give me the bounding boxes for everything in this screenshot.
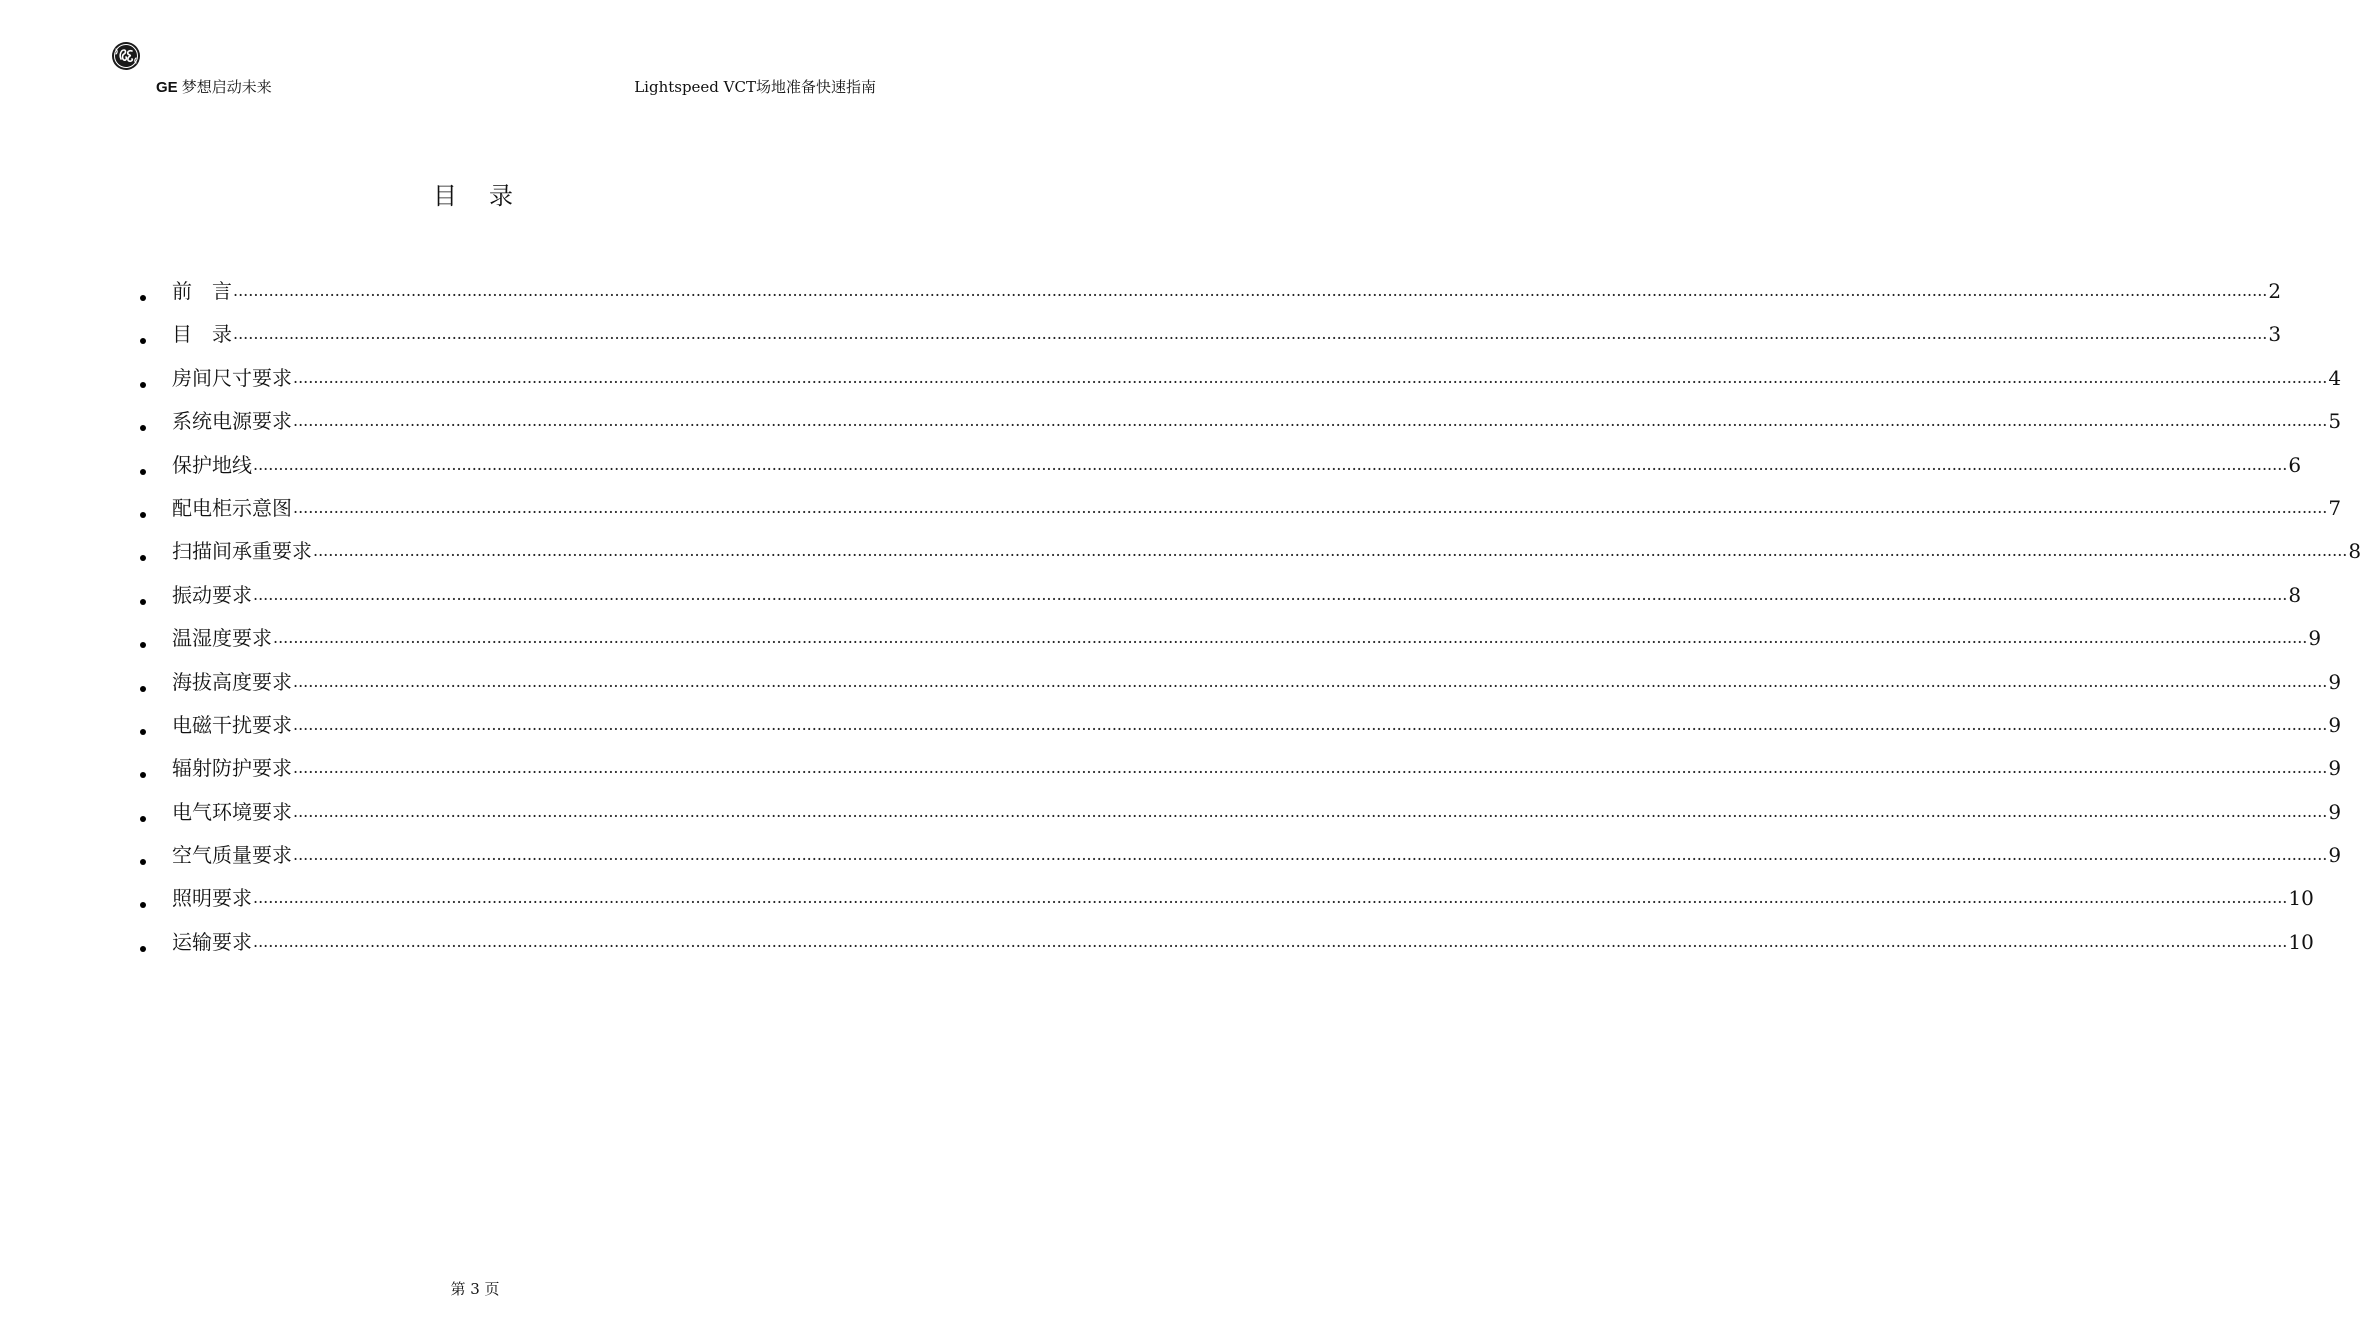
toc-entry[interactable] [140,581,2302,624]
toc-entry[interactable] [140,668,2342,711]
toc-entry-label: 照明要求 [172,886,252,911]
toc-entry-page: 8 [2348,539,2361,564]
toc-entry-label: 前 言 [172,279,232,303]
toc-leader-dots: ................................................................................................................................................................................................................................................................................................................................................................................................................ [253,454,2288,474]
toc-entry-label: 配电柜示意图 [172,495,292,520]
toc-entry-page: 2 [2268,279,2282,303]
page-number: 第 3 页 [450,1280,500,1298]
ge-logo-icon [111,41,141,71]
toc-title: 目 录 [433,182,517,210]
toc-entry-label: 空气质量要求 [172,843,292,868]
header-brand [156,77,272,98]
toc-entry[interactable] [140,711,2342,754]
toc-entry-label: 系统电源要求 [172,409,292,434]
bullet-icon [140,338,146,344]
toc-leader-dots: ................................................................................................................................................................................................................................................................................................................................................................................................................ [293,845,2328,865]
bullet-icon [140,729,146,735]
toc-leader-dots: ................................................................................................................................................................................................................................................................................................................................................................................................................ [293,801,2328,821]
toc-entry-page: 10 [2288,886,2314,911]
toc-leader-dots: ................................................................................................................................................................................................................................................................................................................................................................................................................ [293,411,2328,431]
toc-entry-page: 4 [2328,365,2342,390]
toc-entry-label: 温湿度要求 [172,626,272,651]
toc-entry[interactable] [140,841,2342,884]
toc-entry[interactable] [140,928,2314,971]
toc-entry[interactable] [140,494,2342,537]
toc-leader-dots: ................................................................................................................................................................................................................................................................................................................................................................................................................ [313,541,2348,561]
toc-entry[interactable] [140,277,2282,320]
bullet-icon [140,425,146,431]
toc-leader-dots: ................................................................................................................................................................................................................................................................................................................................................................................................................ [293,758,2328,778]
toc-entry[interactable] [140,624,2322,667]
toc-entry-label: 目 录 [172,322,232,347]
toc-entry[interactable] [140,320,2282,363]
bullet-icon [140,512,146,518]
toc-entry-label: 海拔高度要求 [172,669,292,694]
bullet-icon [140,946,146,952]
toc-leader-dots: ................................................................................................................................................................................................................................................................................................................................................................................................................ [253,888,2288,908]
bullet-icon [140,902,146,908]
bullet-icon [140,642,146,648]
bullet-icon [140,772,146,778]
toc-entry-page: 9 [2328,843,2342,868]
toc-entry[interactable] [140,407,2342,450]
toc-leader-dots: ................................................................................................................................................................................................................................................................................................................................................................................................................ [293,497,2328,517]
toc-leader-dots: ................................................................................................................................................................................................................................................................................................................................................................................................................ [233,281,2268,300]
toc-entry-label: 辐射防护要求 [172,756,292,781]
toc-entry-page: 9 [2328,756,2342,781]
toc-leader-dots: ................................................................................................................................................................................................................................................................................................................................................................................................................ [253,584,2288,604]
toc-entry-label: 电气环境要求 [172,799,292,824]
bullet-icon [140,816,146,822]
toc-entry-page: 3 [2268,322,2282,347]
bullet-icon [140,295,146,301]
toc-entry-page: 5 [2328,409,2342,434]
toc-entry-page: 7 [2328,495,2342,520]
toc-entry[interactable] [140,537,2361,580]
toc-entry-page: 9 [2308,626,2322,651]
bullet-icon [140,382,146,388]
toc-leader-dots: ................................................................................................................................................................................................................................................................................................................................................................................................................ [293,714,2328,734]
bullet-icon [140,469,146,475]
toc-entry-label: 运输要求 [172,929,252,954]
toc-entry-page: 9 [2328,669,2342,694]
toc-entry-label: 扫描间承重要求 [172,539,312,564]
bullet-icon [140,555,146,561]
bullet-icon [140,686,146,692]
document-title: Lightspeed VCT场地准备快速指南 [634,78,876,96]
toc-entry-page: 9 [2328,799,2342,824]
table-of-contents [140,277,2361,971]
toc-entry-label: 保护地线 [172,452,252,477]
toc-leader-dots: ................................................................................................................................................................................................................................................................................................................................................................................................................ [293,671,2328,691]
toc-entry-label: 振动要求 [172,582,252,607]
toc-entry-page: 8 [2288,582,2302,607]
toc-entry[interactable] [140,754,2342,797]
toc-entry[interactable] [140,364,2342,407]
brand-slogan: 梦想启动未来 [181,78,272,96]
toc-entry[interactable] [140,451,2302,494]
bullet-icon [140,859,146,865]
toc-entry-label: 房间尺寸要求 [172,365,292,390]
toc-entry[interactable] [140,884,2314,927]
toc-entry-page: 9 [2328,712,2342,737]
toc-leader-dots: ................................................................................................................................................................................................................................................................................................................................................................................................................ [253,931,2288,951]
toc-entry-page: 10 [2288,929,2314,954]
toc-leader-dots: ................................................................................................................................................................................................................................................................................................................................................................................................................ [233,324,2268,344]
toc-entry-page: 6 [2288,452,2302,477]
bullet-icon [140,599,146,605]
toc-leader-dots: ................................................................................................................................................................................................................................................................................................................................................................................................................ [273,628,2308,648]
brand-name: GE [156,79,178,96]
toc-entry-label: 电磁干扰要求 [172,712,292,737]
toc-entry[interactable] [140,798,2342,841]
toc-leader-dots: ................................................................................................................................................................................................................................................................................................................................................................................................................ [293,367,2328,387]
